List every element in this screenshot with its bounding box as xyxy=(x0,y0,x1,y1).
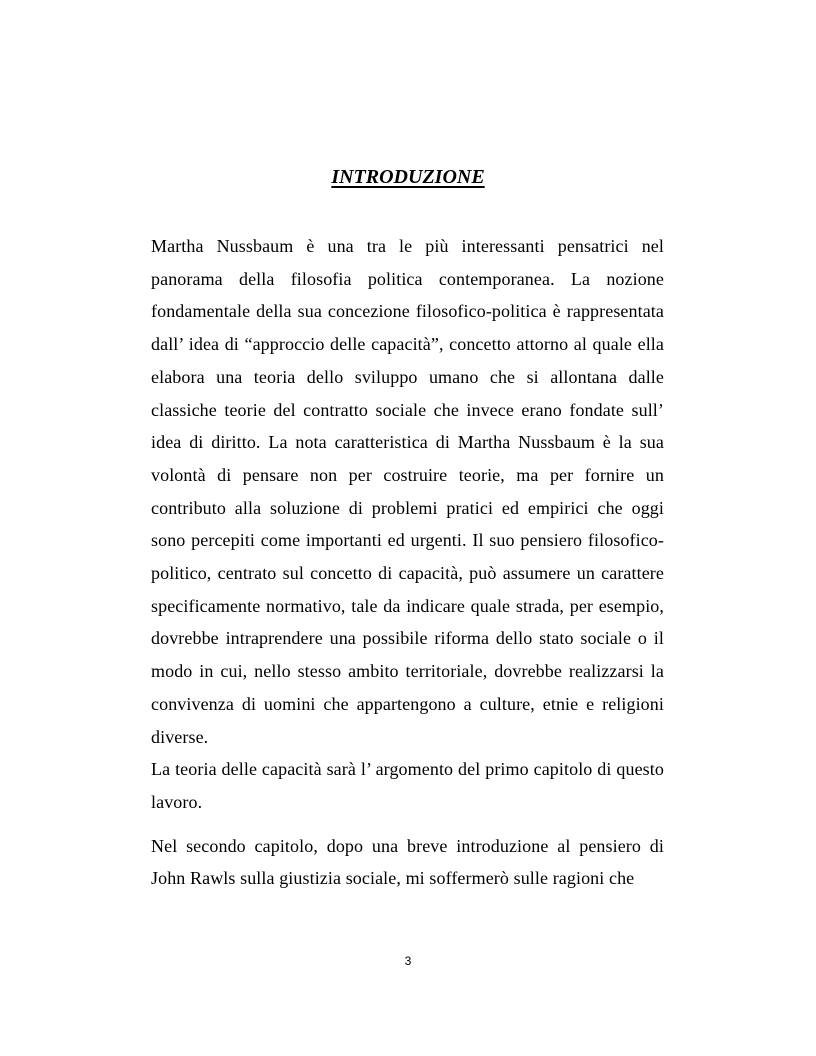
page-number: 3 xyxy=(404,954,412,968)
page-title: INTRODUZIONE xyxy=(331,166,485,189)
paragraph: Nel secondo capitolo, dopo una breve introduzione al pensiero di John Rawls sulla giustizia sociale, mi soffermerò sulle ragioni che xyxy=(151,835,664,889)
paragraph: La teoria delle capacità sarà l’ argomento del primo capitolo di questo lavoro. xyxy=(151,759,664,812)
paragraph: Martha Nussbaum è una tra le più interessanti pensatrici nel panorama della filosofia politica contemporanea. La nozione fondamentale della sua concezione filosofico-politica è rappresentata dall’ idea di “approccio delle capacità”, concetto attorno al quale ella elabora una teoria dello sviluppo umano che si allontana dalle classiche teorie del contratto sociale che invece erano fondate sull’ idea di diritto. La nota caratteristica di Martha Nussbaum è la sua volontà di pensare non per costruire teorie, ma per fornire un contributo alla soluzione di problemi pratici ed empirici che oggi sono percepiti come importanti ed urgenti. Il suo pensiero filosofico-politico, centrato sul concetto di capacità, può assumere un carattere specificamente normativo, tale da indicare quale strada, per esempio, dovrebbe intraprendere una possibile riforma dello stato sociale o il modo in cui, nello stesso ambito territoriale, dovrebbe realizzarsi la convivenza di uomini che appartengono a culture, etnie e religioni diverse. xyxy=(151,236,664,747)
body-text xyxy=(151,230,664,895)
